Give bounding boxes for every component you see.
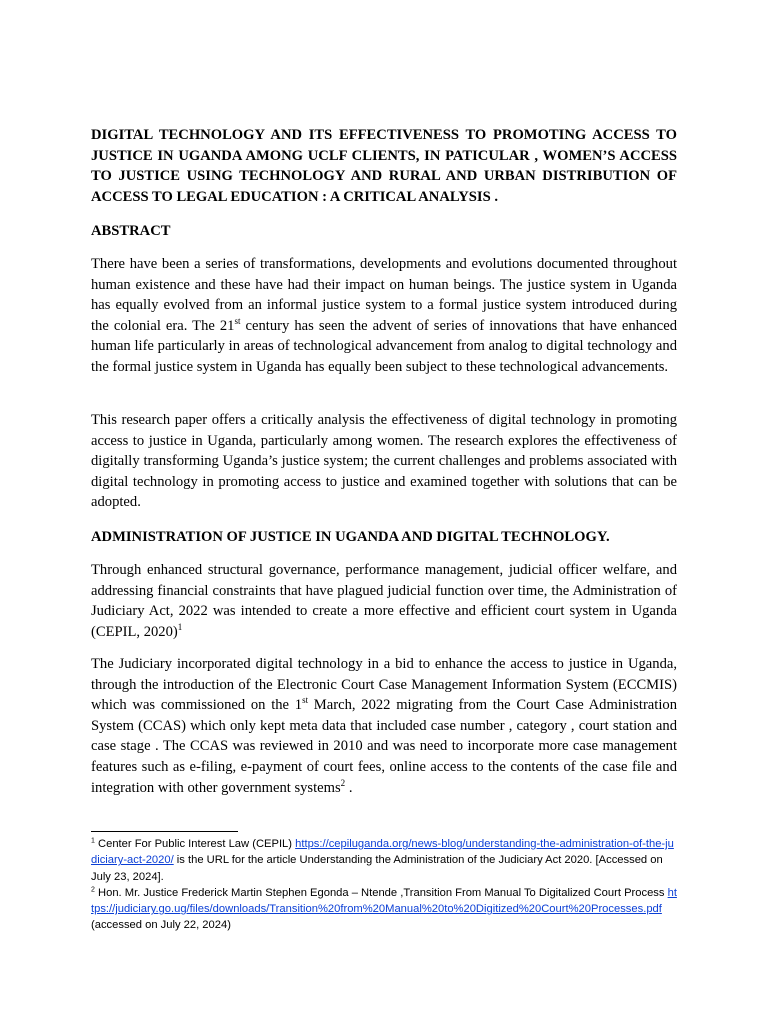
abstract-paragraph-1 <box>91 254 677 378</box>
footnote-reference-2[interactable]: 2 <box>340 777 346 788</box>
footnote-separator <box>91 831 238 832</box>
footnote-text: is the URL for the article Understanding the Administration of the Judiciary Act 2020. [Accessed on July 23, 2024]. <box>91 854 663 883</box>
footnotes-area <box>91 836 677 934</box>
section-paragraph-1 <box>91 560 677 642</box>
footnote-1 <box>91 836 677 885</box>
footnote-text: Center For Public Interest Law (CEPIL) <box>94 838 296 850</box>
footnote-reference-1[interactable]: 1 <box>177 621 183 632</box>
footnote-text: Hon. Mr. Justice Frederick Martin Stephen Egonda – Ntende ,Transition From Manual To Digitalized Court Process <box>94 886 668 899</box>
footnote-link[interactable]: https://cepiluganda.org/news-blog/understanding-the-administration-of-the-judiciary-act-2020/ <box>91 838 674 867</box>
abstract-p1-text-a: There have been a series of transformations, developments and evolutions documented throughout human existence and these have had their impact on human beings. The justice system in Uganda has equally evolved from an informal justice system to a formal justice system introduced during the colonial era. The 21 <box>91 256 677 334</box>
footnote-number: 2 <box>91 886 95 894</box>
document-title: DIGITAL TECHNOLOGY AND ITS EFFECTIVENESS TO PROMOTING ACCESS TO JUSTICE IN UGANDA AMONG UCLF CLIENTS, IN PATICULAR , WOMEN’S ACCESS TO JUSTICE USING TECHNOLOGY AND RURAL AND URBAN DISTRIBUTION OF ACCESS TO LEGAL EDUCATION : A CRITICAL ANALYSIS . <box>91 127 677 205</box>
section-paragraph-2 <box>91 654 677 798</box>
ordinal-superscript: st <box>234 315 241 326</box>
footnote-2 <box>91 885 677 934</box>
section-p2-text-b: March, 2022 migrating from the Court Case Administration System (CCAS) which only kept meta data that included case number , category , court station and case stage . The CCAS was reviewed in 2010 and was need to incorporate more case management features such as e-filing, e-payment of court fees, online access to the contents of the case file and integration with other government systems <box>91 697 677 796</box>
ordinal-superscript: st <box>302 695 309 706</box>
section-p2-text-a: The Judiciary incorporated digital technology in a bid to enhance the access to justice in Uganda, through the introduction of the Electronic Court Case Management Information System (ECCMIS) which was commissioned on the 1 <box>91 656 677 714</box>
section-heading: ADMINISTRATION OF JUSTICE IN UGANDA AND DIGITAL TECHNOLOGY. <box>91 529 610 545</box>
section-p2-text-c: . <box>345 779 353 796</box>
footnote-text: (accessed on July 22, 2024) <box>91 919 231 932</box>
abstract-p1-text-b: century has seen the advent of series of innovations that have enhanced human life particularly in areas of technological advancement from analog to digital technology and the formal justice system in Uganda has equally been subject to these technological advancements. <box>91 317 678 375</box>
section-p1-text: Through enhanced structural governance, performance management, judicial officer welfare, and addressing financial constraints that have plagued judicial function over time, the Administration of Judiciary Act, 2022 was intended to create a more effective and efficient court system in Uganda (CEPIL, 2020) <box>91 562 677 640</box>
abstract-heading: ABSTRACT <box>91 223 171 239</box>
footnote-link[interactable]: https://judiciary.go.ug/files/downloads/Transition%20from%20Manual%20to%20Digitized%20Court%20Processes.pdf <box>91 886 677 916</box>
abstract-paragraph-2: This research paper offers a critically analysis the effectiveness of digital technology in promoting access to justice in Uganda, particularly among women. The research explores the effectiveness of digitally transforming Uganda’s justice system; the current challenges and problems associated with digital technology in promoting access to justice and examined together with solutions that can be adopted. <box>91 412 677 511</box>
footnote-number: 1 <box>91 837 95 845</box>
